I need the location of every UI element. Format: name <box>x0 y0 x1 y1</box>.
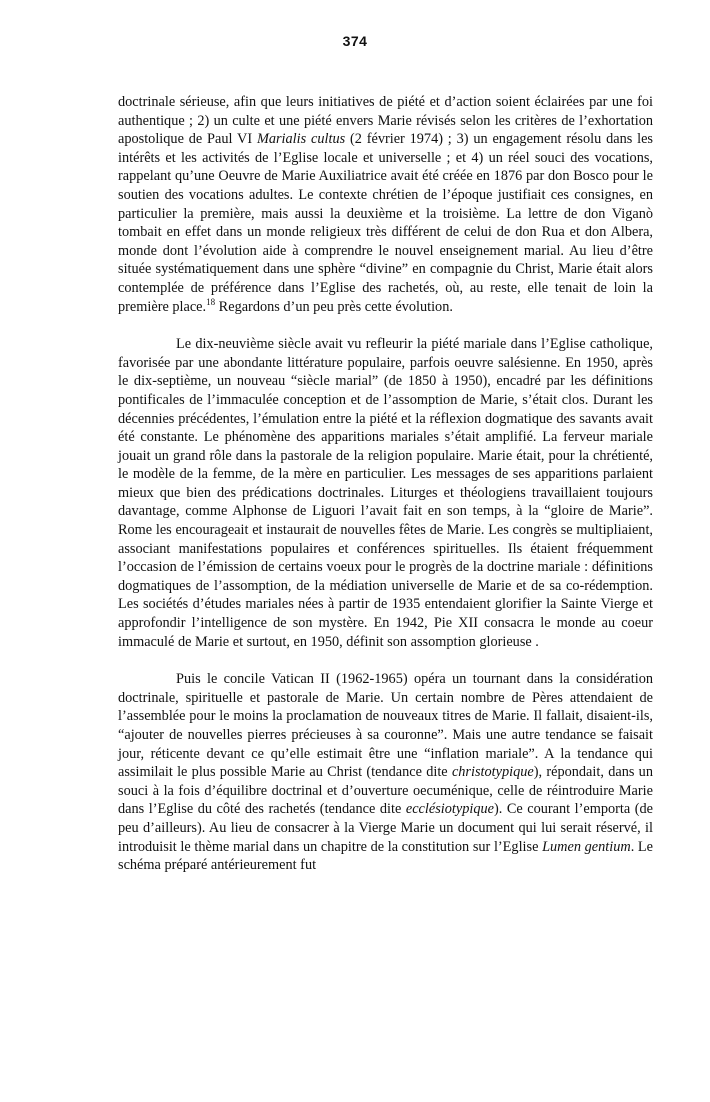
paragraph <box>118 335 653 651</box>
text-run: Regardons d’un peu près cette évolution. <box>215 298 453 315</box>
italic-title: Lumen gentium <box>542 838 631 855</box>
footnote-ref: 18 <box>206 296 216 307</box>
text-run: Le dix-neuvième siècle avait vu refleurir la piété mariale dans l’Eglise catholique, favorisée par une abondante littérature populaire, parfois oeuvre salésienne. En 1950, après le dix-septième, un nouveau “siècle marial” (de 1850 à 1950), encadré par les définitions pontificales de l’immaculée conception et de l’assomption de Marie, s’était clos. Durant les décennies précédentes, l’émulation entre la piété et la réflexion dogmatique des savants avait été constante. Le phénomène des apparitions mariales s’était amplifié. La ferveur mariale jouait un grand rôle dans la pastorale de la religion populaire. Marie était, pour la chrétienté, le modèle de la femme, de la mère en particulier. Les messages de ses apparitions parlaient mieux que bien des prédications doctrinales. Liturges et théologiens travaillaient toujours davantage, comme Alphonse de Liguori l’avait fait en son temps, à la “gloire de Marie”. Rome les encourageait et instaurait de nouvelles fêtes de Marie. Les congrès se multipliaient, associant manifestations populaires et conférences spirituelles. Ils étaient fréquemment l’occasion de l’émission de certains voeux pour le progrès de la doctrine mariale : définitions dogmatiques de l’assomption, de la médiation universelle de Marie et de sa co-rédemption. Les sociétés d’études mariales nées à partir de 1935 entendaient glorifier la Sainte Vierge et approfondir l’intelligence de son mystère. En 1942, Pie XII consacra le monde au coeur immaculé de Marie et surtout, en 1950, définit son assomption glorieuse . <box>118 336 653 650</box>
text-run: ), répondait, dans un souci à la fois d’équilibre doctrinal et d’ouverture oecuménique, celle de réintroduire Marie dans l’Eglise du côté des rachetés (tendance dite <box>118 764 653 818</box>
text-run: doctrinale sérieuse, afin que leurs initiatives de piété et d’action soient éclairées par une foi authentique ; 2) un culte et une piété envers Marie révisés selon les critères de l’exhortation apostolique de Paul VI <box>118 94 653 148</box>
paragraph <box>118 93 653 316</box>
paragraph <box>118 670 653 875</box>
text-run: . Le schéma préparé antérieurement fut <box>118 838 653 874</box>
text-run: Puis le concile Vatican II (1962-1965) opéra un tournant dans la considération doctrinale, spirituelle et pastorale de Marie. Un certain nombre de Pères attendaient de l’assemblée pour le moins la proclamation de nouveaux titres de Marie. Il fallait, disaient-ils, “ajouter de nouvelles pierres précieuses à sa couronne”. Mais une autre tendance se faisait jour, réticente devant ce qu’elle estimait être une “inflation mariale”. A la tendance qui assimilait le plus possible Marie au Christ (tendance dite <box>118 671 653 781</box>
text-run: (2 février 1974) ; 3) un engagement résolu dans les intérêts et les activités de l’Eglise locale et universelle ; et 4) un réel souci des vocations, rappelant qu’une Oeuvre de Marie Auxiliatrice avait été créée en 1876 par don Bosco pour le soutien des vocations adultes. Le contexte chrétien de l’époque justifiait ces consignes, en particulier la première, mais aussi la deuxième et la troisième. La lettre de don Viganò tombait en effet dans un monde religieux très différent de celui de don Rua et don Albera, monde dont l’évolution aide à comprendre le nouvel enseignement marial. Au lieu d’être située systématiquement dans une sphère “divine” en compagnie du Christ, Marie était alors contemplée de préférence dans l’Eglise des rachetés, où, au reste, elle tenait de loin la première place. <box>118 131 653 315</box>
body-text <box>118 93 653 894</box>
page-number: 374 <box>342 33 368 49</box>
italic-title: Marialis cultus <box>256 131 346 148</box>
italic-title: christotypique <box>451 764 534 781</box>
italic-title: ecclésiotypique <box>405 801 494 818</box>
text-run: ). Ce courant l’emporta (de peu d’ailleurs). Au lieu de consacrer à la Vierge Marie un document qui lui serait réservé, il introduisit le thème marial dans un chapitre de la constitution sur l’Eglise <box>118 801 653 855</box>
